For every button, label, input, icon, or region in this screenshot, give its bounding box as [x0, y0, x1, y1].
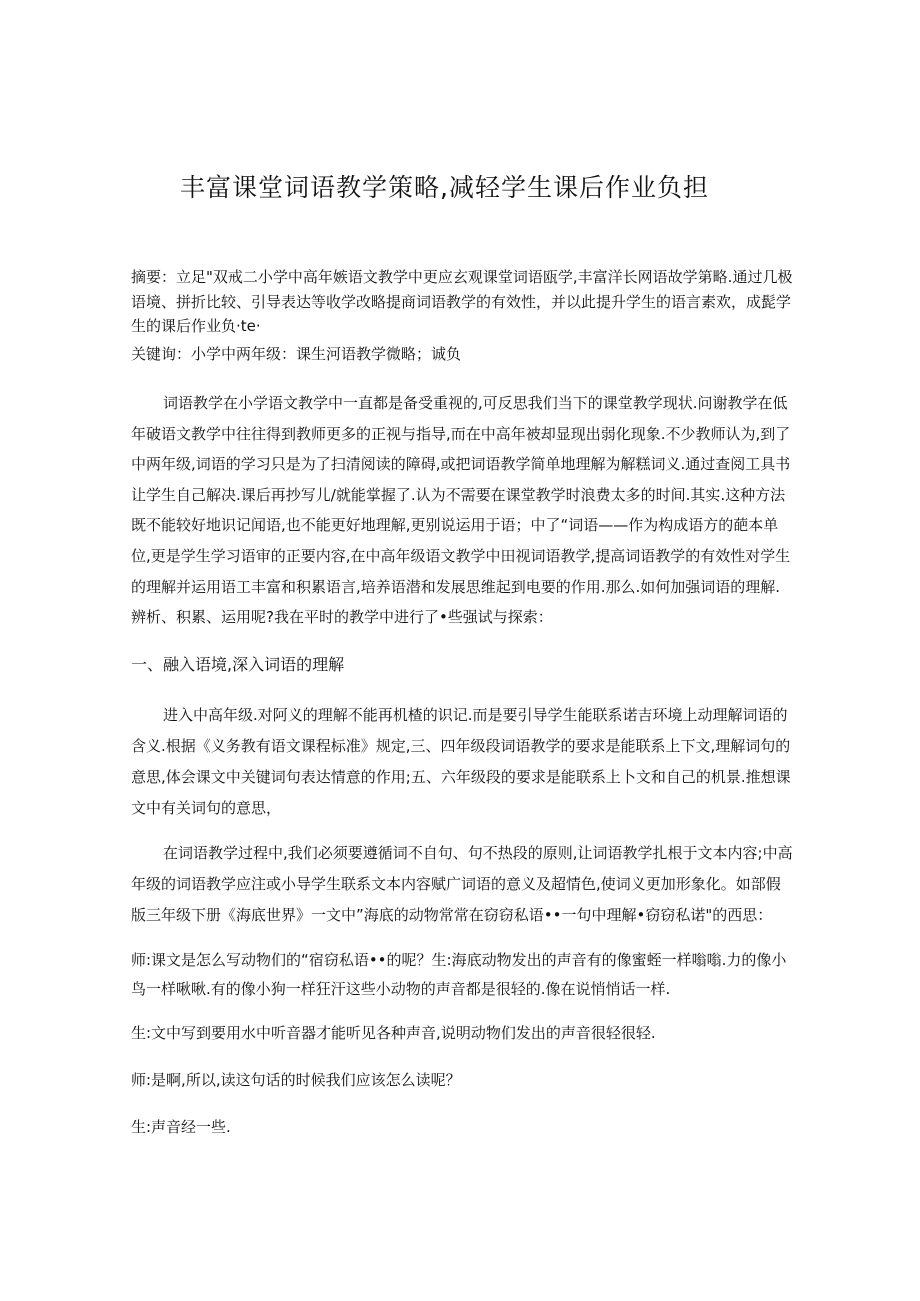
dialogue-line-3: 师:是啊,所以,读这句话的时候我们应该怎么读呢？: [131, 1071, 461, 1089]
dialogue-line-2: 生:文中写到要用水中听音器才能听见各种声音,说明动物们发出的声音很轻很轻.: [131, 1024, 656, 1042]
body-paragraph-1: 词语教学在小学语文教学中一直都是备受重视的,可反思我们当下的课堂教学现状.问谢教学在低年破语文教学中往往得到教师更多的正视与指导,而在中高年被却显现出弱化现象.不少教师认为,到了中两年级,词语的学习只是为了扫清阅读的障碍,或把词语教学简单地理解为解糕词义.通过查阅工具书让学生自己解决.课后再抄写儿/就能掌握了.认为不需要在课堂教学时浪费太多的时间.其实.这种方法既不能较好地识记闻语,也不能更好地理解,更别说运用于语；中了“词语——作为构成语方的葩本单位,更是学生学习语审的正要内容,在中高年级语文教学中田视词语教学,提高词语教学的有效性对学生的理解并运用语工丰富和积累语言,培养语潜和发展思维起到电要的作用.那么.如何加强词语的理解.辨析、积累、运用呢?我在平时的教学中进行了•些强试与探索：: [131, 394, 791, 627]
body-paragraph-3: 在词语教学过程中,我们必须要遵循词不自句、句不热段的原则,让词语教学扎根于文本内容;中高年级的词语教学应注或小导学生联系文本内容赋广词语的意义及超情色,使词义更加形象化。如部假版三年级下册《海底世界》一文中”海底的动物常常在窃窃私语••一句中理解•窃窃私诺"的西思：: [131, 844, 793, 924]
dialogue-line-4: 生:声音经一些.: [131, 1118, 231, 1136]
dialogue-line-1: 师:课文是怎么写动物们的“宿窃私语••的呢？生:海底动物发出的声音有的像蜜蛭一样嗡嗡.力的像小鸟一样啾啾.有的像小狗一样狂汗这些小动物的声音都是很轻的.像在说悄悄话一样.: [131, 951, 787, 998]
keywords-line: 关键询：小学中两年级：课生河语教学微略；诚负: [131, 345, 462, 363]
abstract-paragraph: 摘要：立足"双戒二小学中高年嫉语文教学中更应玄观课堂词语瓯学,丰富洋长网语故学第略.通过几极语境、拼折比较、引导表达等收学改略提商词语教学的有效性，并以此提升学生的语言素欢，成髭学生的课后作业负·te·: [131, 268, 793, 335]
body-paragraph-2: 进入中高年级.对阿义的理解不能再机楂的识记.而是要引导学生能联系诺吉环境上动理解词语的含义.根据《义务教有语文课程标准》规定,三、四年级段词语教学的要求是能联系上下文,理解词句的意思,体会课文中关键词句表达情意的作用;五、六年级段的要求是能联系上卜文和自己的机景.推想课文中有关词句的意思，: [131, 706, 791, 817]
section-heading-1: 一、融入语境,深入词语的理解: [131, 655, 345, 674]
document-title: 丰富课堂词语教学策略,减轻学生课后作业负担: [180, 173, 709, 202]
